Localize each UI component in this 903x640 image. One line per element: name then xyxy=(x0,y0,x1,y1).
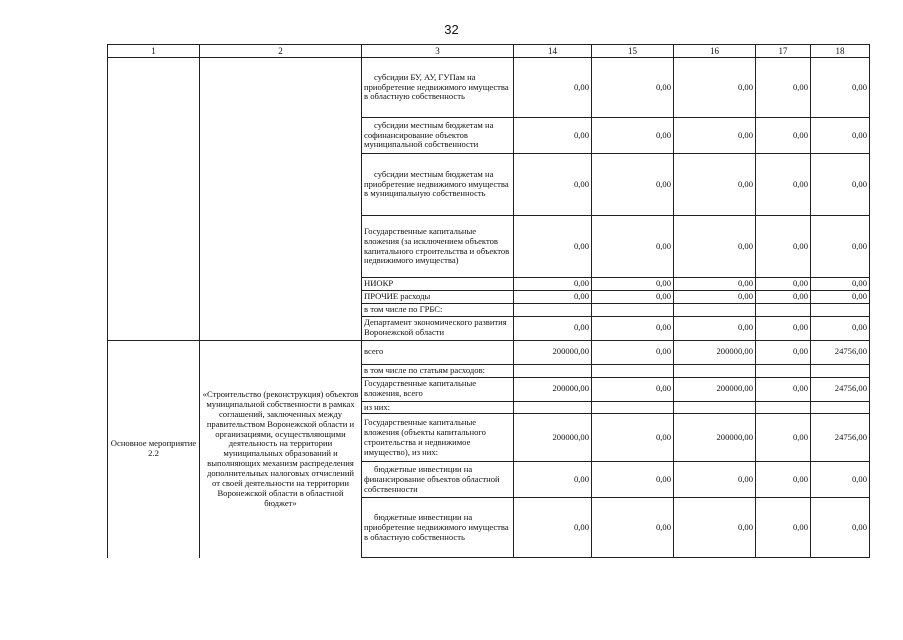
value-cell: 0,00 xyxy=(592,414,674,462)
row-label: Департамент экономического развития Воронежской области xyxy=(362,316,514,340)
row-label: всего xyxy=(362,340,514,364)
value-cell: 24756,00 xyxy=(811,414,870,462)
value-cell: 0,00 xyxy=(514,118,592,154)
value-cell: 0,00 xyxy=(592,377,674,401)
value-cell xyxy=(514,303,592,316)
value-cell xyxy=(811,303,870,316)
value-cell: 0,00 xyxy=(592,58,674,118)
value-cell: 24756,00 xyxy=(811,340,870,364)
value-cell: 0,00 xyxy=(756,462,811,498)
value-cell: 200000,00 xyxy=(674,340,756,364)
row-label: в том числе по статьям расходов: xyxy=(362,364,514,377)
value-cell: 0,00 xyxy=(592,340,674,364)
value-cell: 0,00 xyxy=(674,154,756,216)
value-cell: 200000,00 xyxy=(514,340,592,364)
header-cell: 17 xyxy=(756,45,811,58)
value-cell: 0,00 xyxy=(811,462,870,498)
value-cell: 0,00 xyxy=(811,290,870,303)
row-label: Государственные капитальные вложения (объекты капитального строительства и недвижимое имущество), из них: xyxy=(362,414,514,462)
value-cell: 0,00 xyxy=(592,498,674,558)
header-cell: 3 xyxy=(362,45,514,58)
value-cell: 0,00 xyxy=(514,278,592,291)
value-cell: 0,00 xyxy=(674,498,756,558)
row-label: субсидии местным бюджетам на софинансирование объектов муниципальной собственности xyxy=(362,118,514,154)
row-label: бюджетные инвестиции на финансирование объектов областной собственности xyxy=(362,462,514,498)
value-cell: 0,00 xyxy=(592,118,674,154)
value-cell: 24756,00 xyxy=(811,377,870,401)
value-cell xyxy=(514,401,592,414)
value-cell: 0,00 xyxy=(592,290,674,303)
value-cell: 0,00 xyxy=(674,278,756,291)
value-cell: 0,00 xyxy=(756,58,811,118)
value-cell: 0,00 xyxy=(756,216,811,278)
header-row xyxy=(108,45,870,58)
measure-code: Основное мероприятие 2.2 xyxy=(108,340,200,558)
value-cell: 0,00 xyxy=(811,498,870,558)
value-cell: 0,00 xyxy=(514,316,592,340)
value-cell xyxy=(674,401,756,414)
value-cell: 200000,00 xyxy=(514,414,592,462)
header-cell: 1 xyxy=(108,45,200,58)
row-label: Государственные капитальные вложения (за исключением объектов капитального строительства и объектов недвижимого имущества) xyxy=(362,216,514,278)
value-cell: 0,00 xyxy=(756,414,811,462)
row-label: Государственные капитальные вложения, всего xyxy=(362,377,514,401)
value-cell: 0,00 xyxy=(674,118,756,154)
value-cell: 0,00 xyxy=(674,316,756,340)
value-cell xyxy=(592,401,674,414)
value-cell: 0,00 xyxy=(592,154,674,216)
value-cell: 0,00 xyxy=(514,290,592,303)
row-label: ПРОЧИЕ расходы xyxy=(362,290,514,303)
value-cell: 0,00 xyxy=(514,58,592,118)
value-cell: 0,00 xyxy=(756,154,811,216)
value-cell: 0,00 xyxy=(811,118,870,154)
value-cell: 0,00 xyxy=(756,118,811,154)
table-row xyxy=(108,58,870,118)
value-cell: 0,00 xyxy=(514,462,592,498)
value-cell xyxy=(756,364,811,377)
value-cell: 0,00 xyxy=(811,154,870,216)
value-cell xyxy=(811,401,870,414)
value-cell xyxy=(756,303,811,316)
value-cell: 0,00 xyxy=(592,462,674,498)
value-cell: 0,00 xyxy=(514,216,592,278)
table-row xyxy=(108,340,870,364)
value-cell: 0,00 xyxy=(514,154,592,216)
value-cell: 0,00 xyxy=(756,278,811,291)
header-cell: 16 xyxy=(674,45,756,58)
value-cell: 200000,00 xyxy=(674,377,756,401)
header-cell: 15 xyxy=(592,45,674,58)
value-cell: 0,00 xyxy=(592,278,674,291)
value-cell: 0,00 xyxy=(756,290,811,303)
header-cell: 18 xyxy=(811,45,870,58)
empty-cell xyxy=(108,58,200,341)
value-cell xyxy=(592,364,674,377)
row-label: бюджетные инвестиции на приобретение недвижимого имущества в областную собственность xyxy=(362,498,514,558)
value-cell: 0,00 xyxy=(811,216,870,278)
measure-title: «Строительство (реконструкция) объектов муниципальной собственности в рамках соглашений, заключенных между правительством Воронежской области и организациями, осуществляющими деятельность на территории муниципальных образований и выполняющих механизм распределения дополнительных налоговых отчислений от своей деятельности на территории Воронежской области в областной бюджет» xyxy=(200,340,362,558)
row-label: НИОКР xyxy=(362,278,514,291)
row-label: из них: xyxy=(362,401,514,414)
header-cell: 2 xyxy=(200,45,362,58)
header-cell: 14 xyxy=(514,45,592,58)
page-number: 32 xyxy=(444,22,459,37)
value-cell: 0,00 xyxy=(756,316,811,340)
value-cell: 0,00 xyxy=(756,377,811,401)
value-cell: 0,00 xyxy=(811,278,870,291)
value-cell: 0,00 xyxy=(592,316,674,340)
value-cell xyxy=(674,303,756,316)
value-cell: 0,00 xyxy=(674,290,756,303)
row-label: субсидии БУ, АУ, ГУПам на приобретение недвижимого имущества в областную собственность xyxy=(362,58,514,118)
value-cell xyxy=(514,364,592,377)
value-cell xyxy=(811,364,870,377)
value-cell: 0,00 xyxy=(756,340,811,364)
value-cell: 0,00 xyxy=(674,216,756,278)
value-cell: 0,00 xyxy=(514,498,592,558)
value-cell xyxy=(756,401,811,414)
value-cell: 200000,00 xyxy=(674,414,756,462)
budget-table xyxy=(107,44,870,558)
value-cell: 0,00 xyxy=(592,216,674,278)
value-cell: 0,00 xyxy=(756,498,811,558)
empty-cell xyxy=(200,58,362,341)
value-cell xyxy=(674,364,756,377)
value-cell: 0,00 xyxy=(811,58,870,118)
row-label: субсидии местным бюджетам на приобретение недвижимого имущества в муниципальную собственность xyxy=(362,154,514,216)
value-cell xyxy=(592,303,674,316)
value-cell: 200000,00 xyxy=(514,377,592,401)
value-cell: 0,00 xyxy=(674,462,756,498)
value-cell: 0,00 xyxy=(674,58,756,118)
row-label: в том числе по ГРБС: xyxy=(362,303,514,316)
value-cell: 0,00 xyxy=(811,316,870,340)
